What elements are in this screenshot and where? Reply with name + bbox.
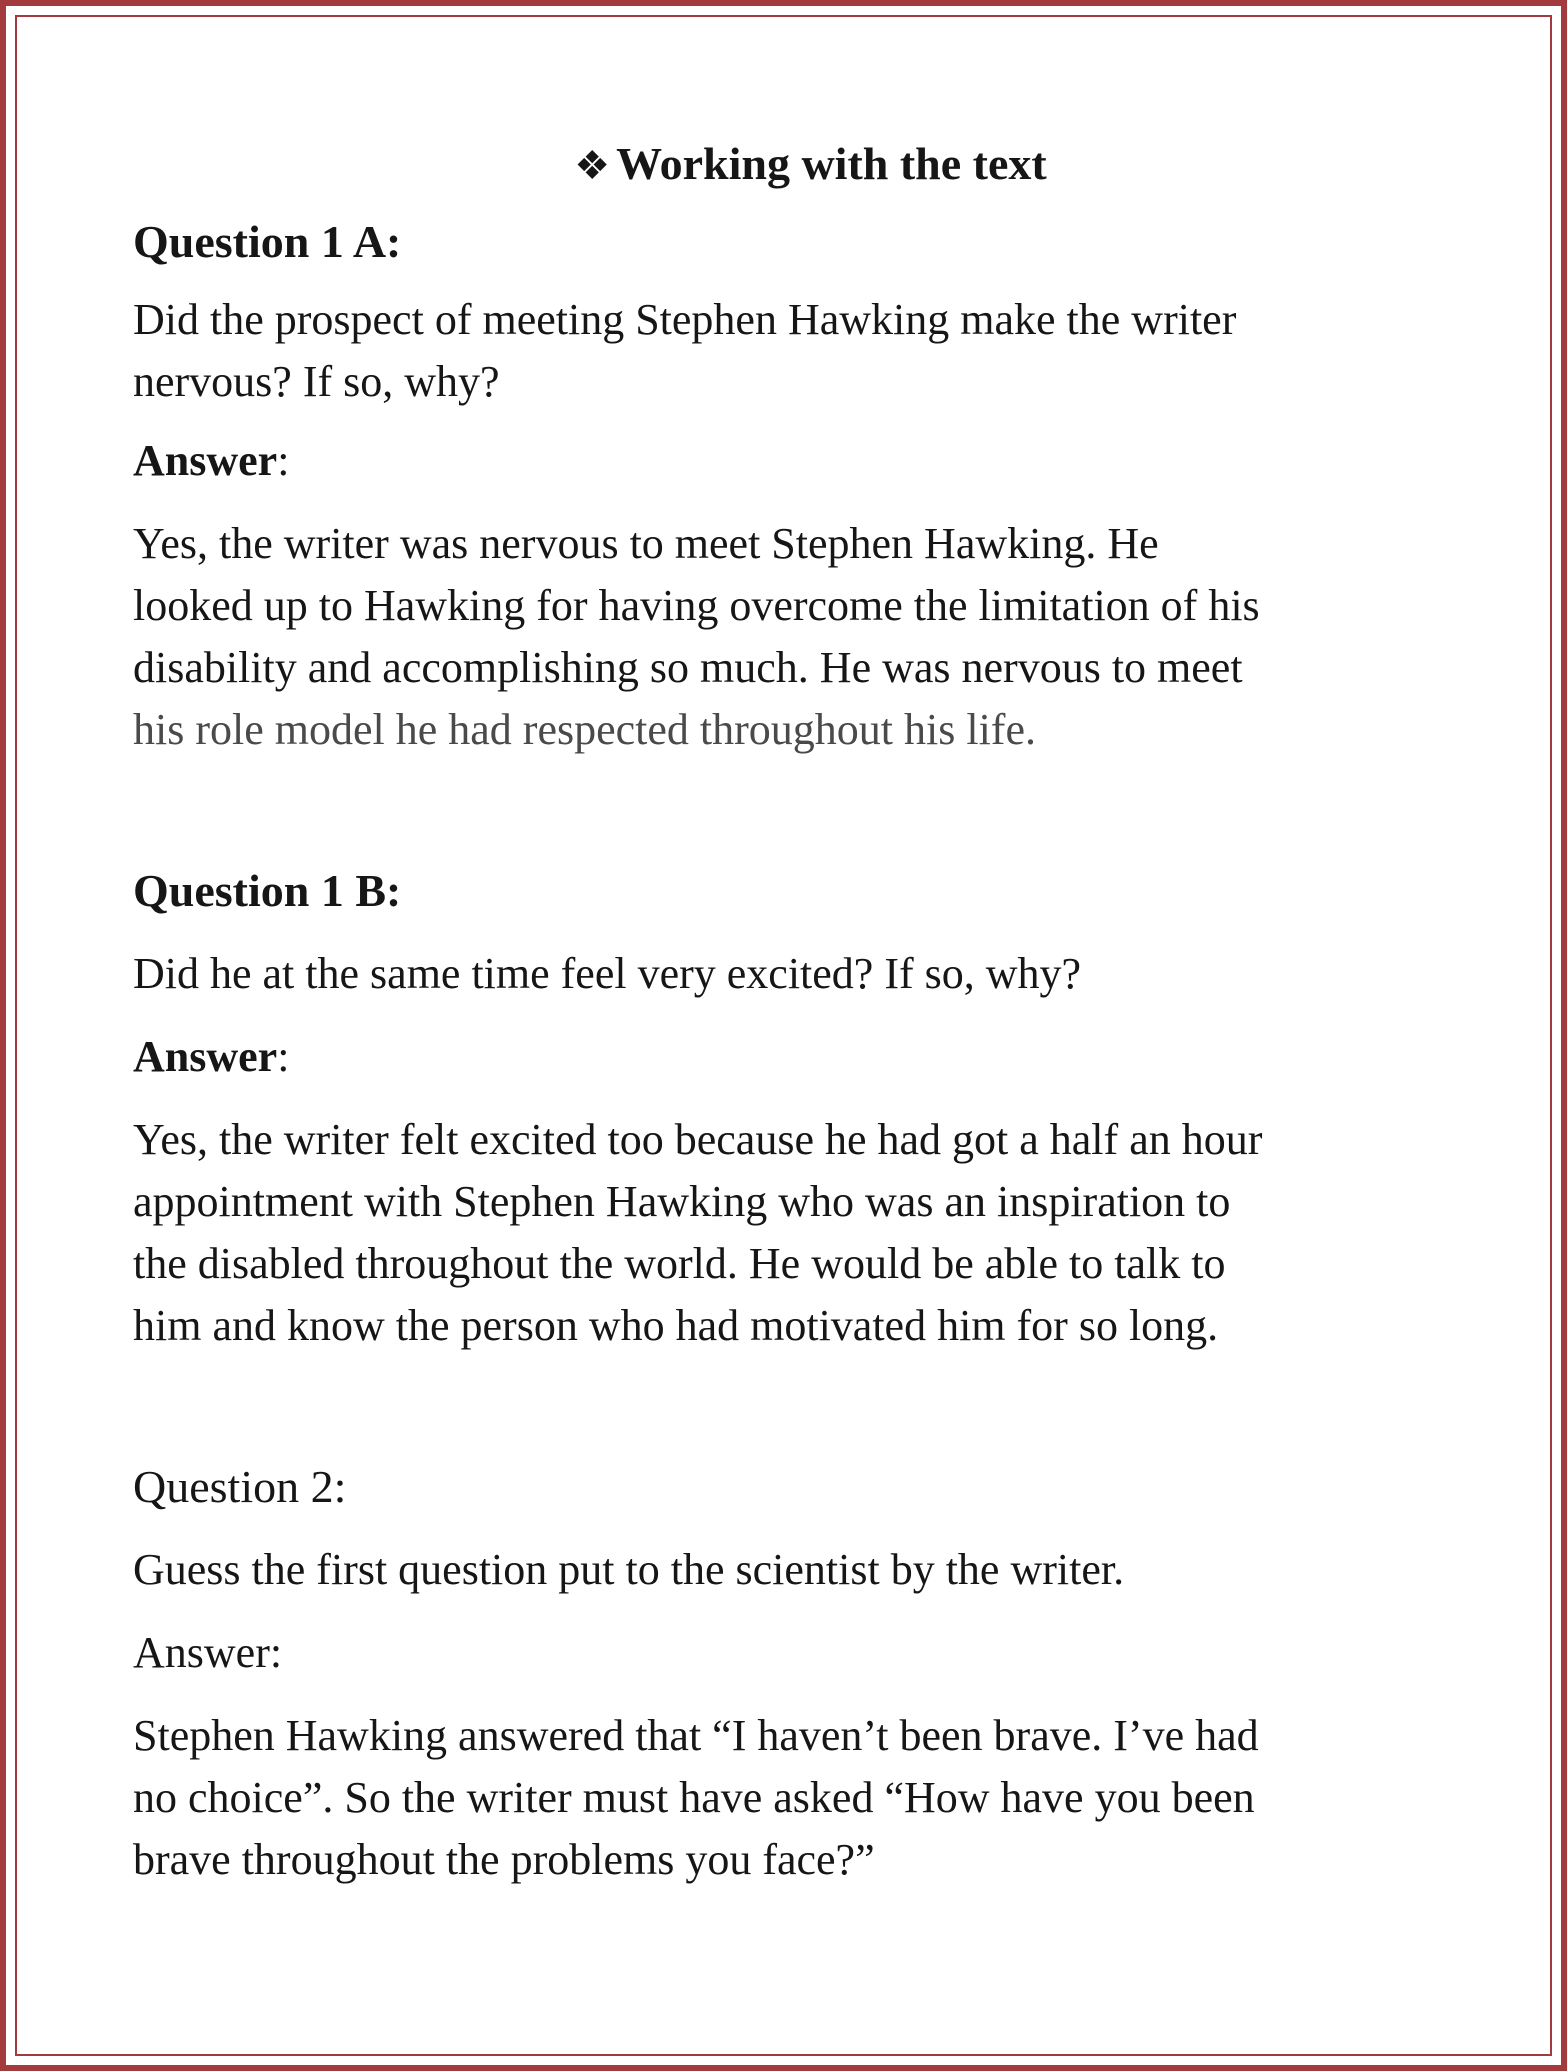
answer-label-colon: : bbox=[277, 436, 290, 485]
answer-label-colon: : bbox=[277, 1032, 290, 1081]
question-1b-block bbox=[133, 861, 1463, 1357]
answer-line: appointment with Stephen Hawking who was an inspiration to bbox=[133, 1177, 1231, 1226]
answer-line: him and know the person who had motivated him for so long. bbox=[133, 1301, 1219, 1350]
question-1a-label: Question 1 A: bbox=[133, 216, 402, 267]
answer-1b-text bbox=[133, 1109, 1463, 1357]
answer-1b-label bbox=[133, 1027, 1463, 1087]
answer-1a-text bbox=[133, 513, 1463, 761]
question-line: Did the prospect of meeting Stephen Hawking make the writer bbox=[133, 295, 1237, 344]
answer-label-text: Answer bbox=[133, 436, 278, 485]
question-line: Did he at the same time feel very excited? If so, why? bbox=[133, 949, 1082, 998]
answer-line: Stephen Hawking answered that “I haven’t been brave. I’ve had bbox=[133, 1711, 1259, 1760]
question-2-block bbox=[133, 1457, 1463, 1891]
question-line: Guess the first question put to the scientist by the writer. bbox=[133, 1545, 1125, 1594]
answer-line: the disabled throughout the world. He would be able to talk to bbox=[133, 1239, 1226, 1288]
question-1a-text bbox=[133, 289, 1463, 413]
answer-line: no choice”. So the writer must have asked “How have you been bbox=[133, 1773, 1255, 1822]
answer-line: brave throughout the problems you face?” bbox=[133, 1835, 875, 1884]
answer-line: his role model he had respected throughout his life. bbox=[133, 705, 1036, 754]
section-heading bbox=[133, 118, 1463, 210]
document-content bbox=[133, 118, 1463, 1891]
diamond-bullet-icon: ❖ bbox=[574, 143, 611, 188]
question-2-label: Question 2: bbox=[133, 1461, 347, 1512]
answer-line: looked up to Hawking for having overcome the limitation of his bbox=[133, 581, 1260, 630]
question-1b-label: Question 1 B: bbox=[133, 865, 402, 916]
answer-2-label: Answer: bbox=[133, 1628, 283, 1677]
question-1b-text bbox=[133, 943, 1463, 1005]
answer-line: Yes, the writer was nervous to meet Stephen Hawking. He bbox=[133, 519, 1159, 568]
answer-2-text bbox=[133, 1705, 1463, 1891]
answer-1a-label bbox=[133, 431, 1463, 491]
answer-label-text: Answer bbox=[133, 1032, 278, 1081]
answer-line: disability and accomplishing so much. He was nervous to meet bbox=[133, 643, 1243, 692]
heading-title: Working with the text bbox=[616, 138, 1047, 189]
question-2-text bbox=[133, 1539, 1463, 1601]
answer-line: Yes, the writer felt excited too because he had got a half an hour bbox=[133, 1115, 1263, 1164]
question-1a-block bbox=[133, 212, 1463, 761]
question-line: nervous? If so, why? bbox=[133, 357, 500, 406]
